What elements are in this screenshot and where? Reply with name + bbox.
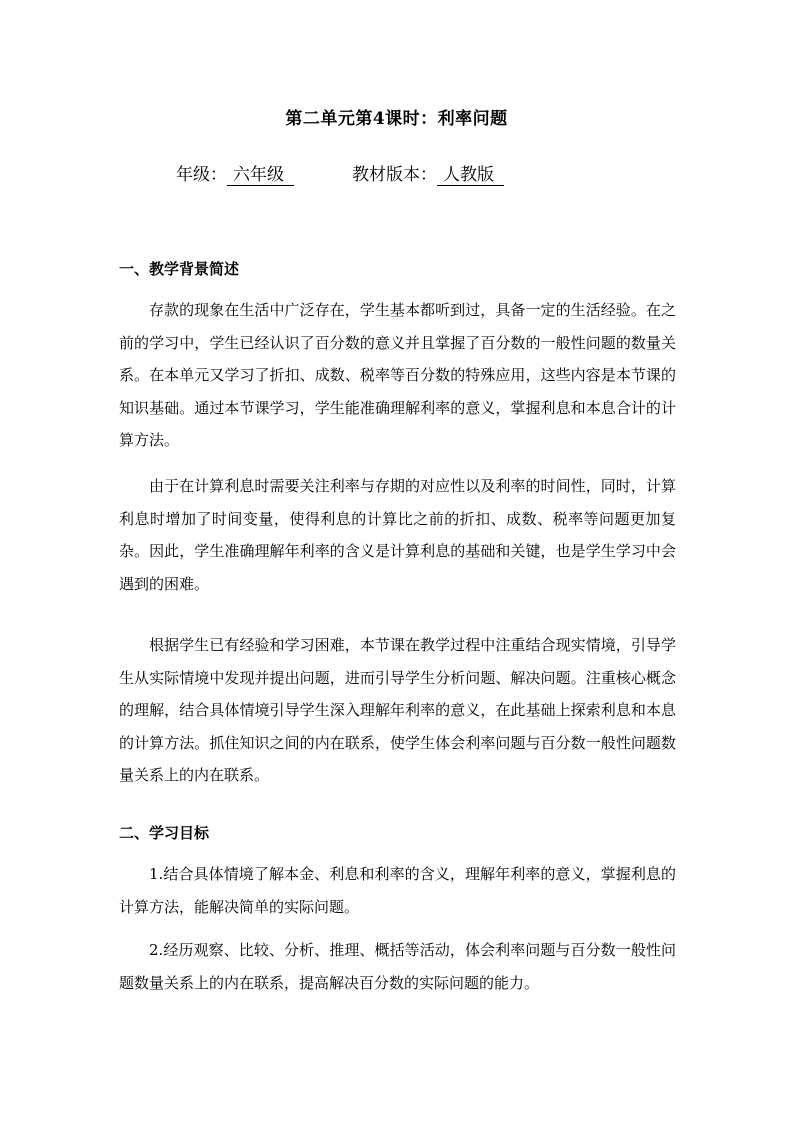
document-title: 第二单元第4课时：利率问题: [285, 109, 508, 129]
paragraph-objective-1: 1.结合具体情境了解本金、利息和利率的含义，理解年利率的意义，掌握利息的计算方法，能解决简单的实际问题。: [119, 865, 676, 916]
paragraph-background-1: 存款的现象在生活中广泛存在，学生基本都听到过，具备一定的生活经验。在之前的学习中，学生已经认识了百分数的意义并且掌握了百分数的一般性问题的数量关系。在本单元又学习了折扣、成数、税率等百分数的特殊应用，这些内容是本节课的知识基础。通过本节课学习，学生能准确理解利率的意义，掌握利息和本息合计的计算方法。: [119, 301, 676, 449]
edition-label: 教材版本：: [352, 165, 437, 185]
document-meta: [176, 160, 504, 186]
paragraph-background-2: 由于在计算利息时需要关注利率与存期的对应性以及利率的时间性，同时，计算利息时增加了时间变量，使得利息的计算比之前的折扣、成数、税率等问题更加复杂。因此，学生准确理解年利率的含义是计算利息的基础和关键，也是学生学习中会遇到的困难。: [119, 477, 676, 593]
grade-value: 六年级: [227, 165, 294, 186]
edition-value: 人教版: [437, 165, 504, 186]
section-heading-background: 一、教学背景简述: [119, 260, 240, 278]
section-heading-objectives: 二、学习目标: [119, 824, 210, 842]
paragraph-objective-2: 2.经历观察、比较、分析、推理、概括等活动，体会利率问题与百分数一般性问题数量关系上的内在联系，提高解决百分数的实际问题的能力。: [119, 941, 676, 992]
grade-label: 年级：: [176, 165, 227, 185]
paragraph-background-3: 根据学生已有经验和学习困难，本节课在教学过程中注重结合现实情境，引导学生从实际情境中发现并提出问题，进而引导学生分析问题、解决问题。注重核心概念的理解，结合具体情境引导学生深入理解年利率的意义，在此基础上探索利息和本息的计算方法。抓住知识之间的内在联系，使学生体会利率问题与百分数一般性问题数量关系上的内在联系。: [119, 636, 676, 784]
